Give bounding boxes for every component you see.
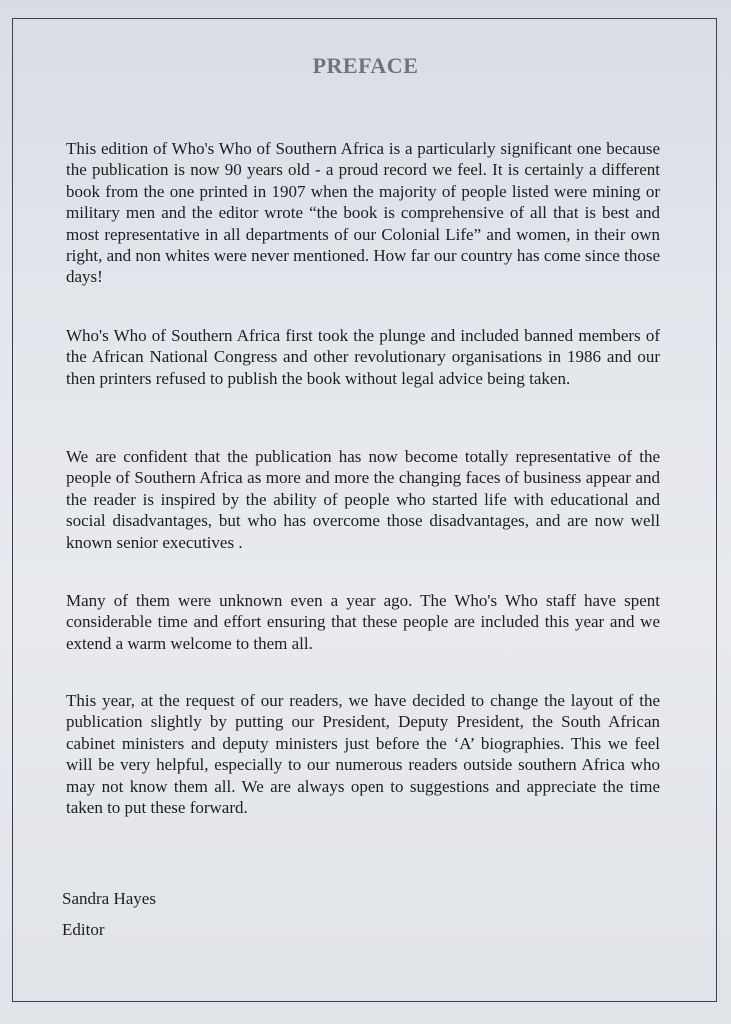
paragraph-welcome: Many of them were unknown even a year ago. The Who's Who staff have spent considerable time and effort ensuring that these people are included this year and we extend a warm welcome to them all. (66, 591, 660, 653)
signature-name: Sandra Hayes (62, 889, 156, 908)
paragraph-history: This edition of Who's Who of Southern Africa is a particularly significant one because the publication is now 90 years old - a proud record we feel. It is certainly a different book from the one printed in 1907 when the majority of people listed were mining or military men and the editor wrote “the book is comprehensive of all that is best and most representative in all departments of our Colonial Life” and women, in their own right, and non whites were never mentioned. How far our country has come since those days! (66, 139, 660, 287)
preface-heading: PREFACE (312, 53, 419, 78)
signature-title: Editor (62, 920, 105, 939)
paragraph-layout-change: This year, at the request of our readers, we have decided to change the layout of the publication slightly by putting our President, Deputy President, the South African cabinet ministers and deputy ministers just before the ‘A’ biographies. This we feel will be very helpful, especially to our numerous readers outside southern Africa who may not know them all. We are always open to suggestions and appreciate the time taken to put these forward. (66, 691, 660, 818)
paragraph-anc-inclusion: Who's Who of Southern Africa first took the plunge and included banned members of the African National Congress and other revolutionary organisations in 1986 and our then printers refused to publish the book without legal advice being taken. (66, 326, 660, 388)
paragraph-representative: We are confident that the publication has now become totally representative of the people of Southern Africa as more and more the changing faces of business appear and the reader is inspired by the ability of people who started life with educational and social disadvantages, but who has overcome those disadvantages, and are now well known senior executives . (66, 447, 660, 552)
